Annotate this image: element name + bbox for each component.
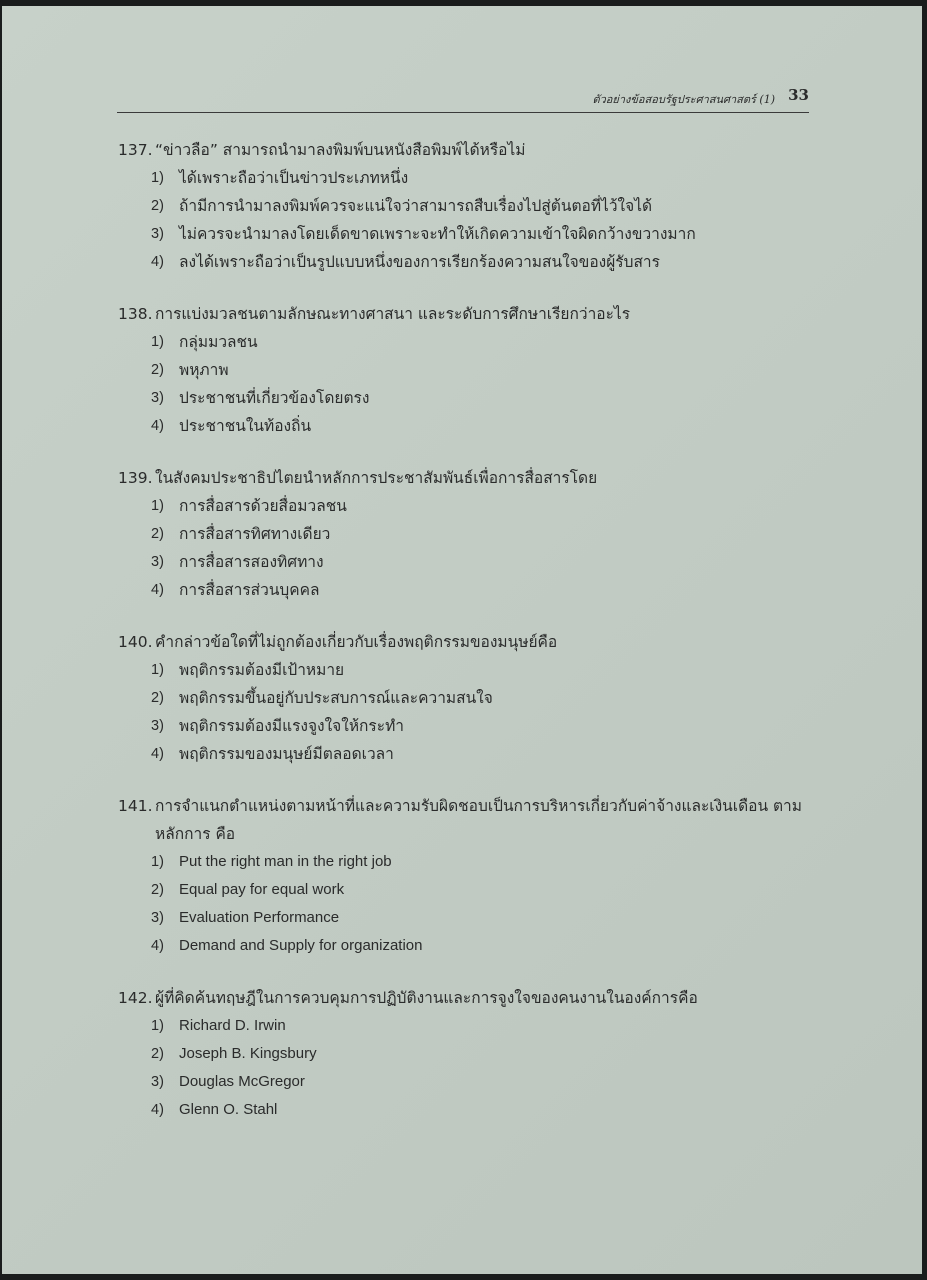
- answer-options: [118, 656, 818, 768]
- question-text: คำกล่าวข้อใดที่ไม่ถูกต้องเกี่ยวกับเรื่องพฤติกรรมของมนุษย์คือ: [155, 633, 558, 651]
- option-text: การสื่อสารทิศทางเดียว: [179, 525, 331, 543]
- option-number: 1): [151, 170, 164, 186]
- option-text: พฤติกรรมของมนุษย์มีตลอดเวลา: [179, 745, 394, 763]
- answer-options: [118, 1012, 818, 1124]
- answer-option: [151, 548, 818, 576]
- option-text: ได้เพราะถือว่าเป็นข่าวประเภทหนึ่ง: [179, 169, 409, 187]
- option-text: Glenn O. Stahl: [179, 1101, 278, 1118]
- option-number: 4): [151, 582, 164, 598]
- question-list: [118, 136, 818, 1148]
- question-142: [118, 984, 818, 1124]
- option-text: การสื่อสารสองทิศทาง: [179, 553, 324, 571]
- option-text: ประชาชนที่เกี่ยวข้องโดยตรง: [179, 389, 370, 407]
- option-text: พฤติกรรมขึ้นอยู่กับประสบการณ์และความสนใจ: [179, 689, 493, 707]
- answer-option: [151, 1096, 818, 1124]
- question-text: การจำแนกตำแหน่งตามหน้าที่และความรับผิดชอบเป็นการบริหารเกี่ยวกับค่าจ้างและเงินเดือน ตามหลักการ คือ: [155, 797, 802, 843]
- option-text: Joseph B. Kingsbury: [179, 1045, 317, 1062]
- option-number: 1): [151, 854, 164, 870]
- option-text: Evaluation Performance: [179, 909, 340, 926]
- option-number: 4): [151, 418, 164, 434]
- option-text: Equal pay for equal work: [179, 881, 345, 898]
- answer-option: [151, 848, 818, 876]
- option-text: การสื่อสารส่วนบุคคล: [179, 581, 320, 599]
- option-text: พฤติกรรมต้องมีเป้าหมาย: [179, 661, 345, 679]
- answer-option: [151, 492, 818, 520]
- option-number: 4): [151, 1102, 164, 1118]
- option-text: Demand and Supply for organization: [179, 937, 423, 954]
- option-text: ประชาชนในท้องถิ่น: [179, 417, 312, 435]
- question-stem: [118, 136, 818, 164]
- running-header-title: ตัวอย่างข้อสอบรัฐประศาสนศาสตร์ (1): [592, 93, 775, 106]
- answer-option: [151, 164, 818, 192]
- option-number: 3): [151, 910, 164, 926]
- option-number: 3): [151, 1074, 164, 1090]
- option-text: ลงได้เพราะถือว่าเป็นรูปแบบหนึ่งของการเรียกร้องความสนใจของผู้รับสาร: [179, 253, 660, 271]
- option-number: 2): [151, 198, 164, 214]
- option-number: 4): [151, 746, 164, 762]
- question-number: 139.: [118, 469, 153, 487]
- option-number: 3): [151, 718, 164, 734]
- answer-option: [151, 412, 818, 440]
- option-number: 3): [151, 226, 164, 242]
- question-text: “ข่าวลือ” สามารถนำมาลงพิมพ์บนหนังสือพิมพ์ได้หรือไม่: [155, 141, 526, 159]
- option-text: Douglas McGregor: [179, 1073, 305, 1090]
- answer-option: [151, 328, 818, 356]
- question-text: ผู้ที่คิดค้นทฤษฎีในการควบคุมการปฏิบัติงานและการจูงใจของคนงานในองค์การคือ: [155, 989, 698, 1007]
- answer-option: [151, 356, 818, 384]
- option-number: 2): [151, 882, 164, 898]
- option-number: 4): [151, 254, 164, 270]
- option-number: 3): [151, 554, 164, 570]
- exam-page: [2, 6, 922, 1274]
- answer-options: [118, 164, 818, 276]
- question-number: 141.: [118, 797, 153, 815]
- answer-option: [151, 932, 818, 960]
- question-number: 142.: [118, 989, 153, 1007]
- option-number: 2): [151, 526, 164, 542]
- answer-option: [151, 384, 818, 412]
- answer-option: [151, 740, 818, 768]
- question-140: [118, 628, 818, 768]
- option-text: พหุภาพ: [179, 361, 229, 379]
- option-number: 1): [151, 498, 164, 514]
- question-139: [118, 464, 818, 604]
- question-137: [118, 136, 818, 276]
- answer-option: [151, 192, 818, 220]
- option-text: Put the right man in the right job: [179, 853, 392, 870]
- question-number: 138.: [118, 305, 153, 323]
- option-text: ไม่ควรจะนำมาลงโดยเด็ดขาดเพราะจะทำให้เกิดความเข้าใจผิดกว้างขวางมาก: [179, 225, 696, 243]
- answer-option: [151, 248, 818, 276]
- option-text: Richard D. Irwin: [179, 1017, 286, 1034]
- answer-options: [118, 328, 818, 440]
- option-number: 4): [151, 938, 164, 954]
- question-number: 137.: [118, 141, 153, 159]
- answer-option: [151, 220, 818, 248]
- answer-option: [151, 1068, 818, 1096]
- question-stem: [118, 464, 818, 492]
- question-stem: [118, 300, 818, 328]
- option-number: 3): [151, 390, 164, 406]
- question-stem: [118, 628, 818, 656]
- option-text: กลุ่มมวลชน: [179, 333, 258, 351]
- option-number: 2): [151, 690, 164, 706]
- answer-option: [151, 656, 818, 684]
- question-stem: [118, 792, 818, 848]
- answer-option: [151, 684, 818, 712]
- option-number: 2): [151, 1046, 164, 1062]
- question-number: 140.: [118, 633, 153, 651]
- answer-option: [151, 904, 818, 932]
- page-header: [117, 84, 809, 113]
- question-138: [118, 300, 818, 440]
- answer-option: [151, 876, 818, 904]
- option-text: พฤติกรรมต้องมีแรงจูงใจให้กระทำ: [179, 717, 405, 735]
- answer-option: [151, 1040, 818, 1068]
- answer-option: [151, 1012, 818, 1040]
- question-stem: [118, 984, 818, 1012]
- page-number: 33: [788, 86, 809, 104]
- option-number: 1): [151, 334, 164, 350]
- option-number: 2): [151, 362, 164, 378]
- option-number: 1): [151, 1018, 164, 1034]
- option-text: การสื่อสารด้วยสื่อมวลชน: [179, 497, 347, 515]
- question-141: [118, 792, 818, 960]
- option-number: 1): [151, 662, 164, 678]
- question-text: ในสังคมประชาธิปไตยนำหลักการประชาสัมพันธ์เพื่อการสื่อสารโดย: [155, 469, 598, 487]
- answer-option: [151, 576, 818, 604]
- option-text: ถ้ามีการนำมาลงพิมพ์ควรจะแน่ใจว่าสามารถสืบเรื่องไปสู่ต้นตอที่ไว้ใจได้: [179, 197, 653, 215]
- question-text: การแบ่งมวลชนตามลักษณะทางศาสนา และระดับการศึกษาเรียกว่าอะไร: [155, 305, 631, 323]
- answer-option: [151, 520, 818, 548]
- answer-options: [118, 492, 818, 604]
- answer-options: [118, 848, 818, 960]
- answer-option: [151, 712, 818, 740]
